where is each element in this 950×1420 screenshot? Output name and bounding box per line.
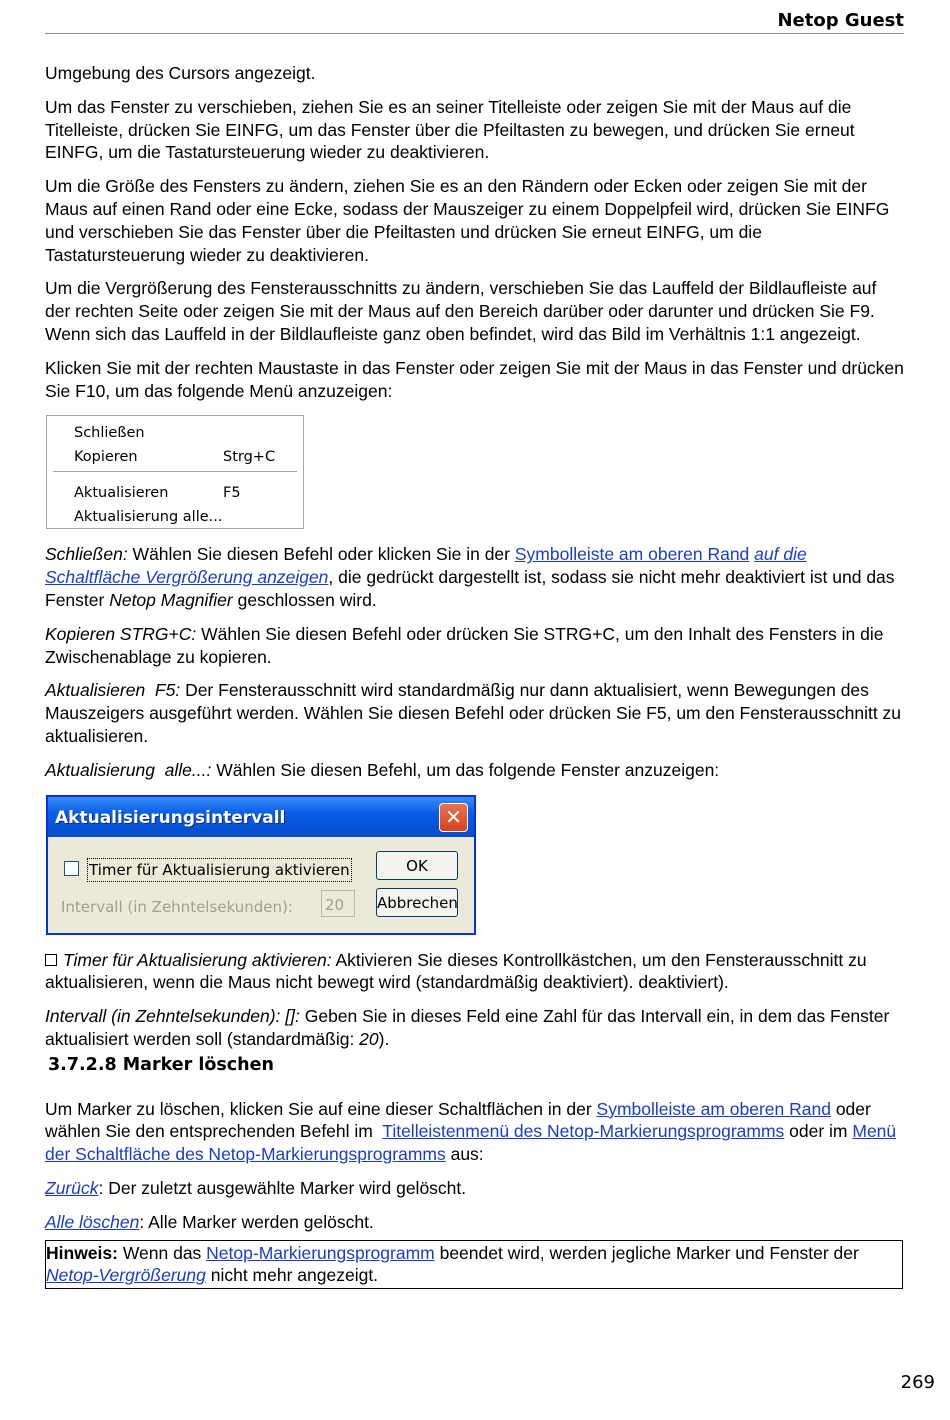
magnifier-link[interactable]: Netop-Vergrößerung [46, 1265, 206, 1286]
text: nicht mehr angezeigt. [205, 1265, 379, 1286]
term: Aktualisierung alle...: [45, 759, 212, 780]
dialog-titlebar[interactable] [48, 797, 474, 837]
note-box [45, 1240, 903, 1290]
interval-label: Intervall (in Zehntelsekunden): [61, 897, 293, 916]
text: oder wählen Sie den entsprechenden Befehl im [45, 1098, 876, 1142]
text: Wählen Sie diesen Befehl, um das folgende Fenster anzuzeigen: [211, 759, 720, 780]
marker-paragraph [45, 1098, 905, 1166]
paragraph: Um die Größe des Fensters zu ändern, ziehen Sie es an den Rändern oder Ecken oder zeigen Sie mit der Maus auf einen Rand oder eine Ecke, sodass der Mauszeiger zu einem Doppelpfeil wird, drücken Sie EINFG und verschieben Sie das Fenster über die Pfeiltasten und drücken Sie erneut EINFG, um die Tastatursteuerung wieder zu deaktivieren. [45, 176, 890, 265]
timer-checkbox[interactable] [64, 861, 79, 876]
back-link[interactable]: Zurück [45, 1177, 99, 1198]
dialog-title: Aktualisierungsintervall [55, 807, 286, 828]
clear-all-link[interactable]: Alle löschen [45, 1211, 140, 1232]
term: Intervall (in Zehntelsekunden): []: [45, 1006, 300, 1027]
refresh-description [45, 679, 905, 747]
paragraph: Um die Vergrößerung des Fensterausschnitts zu ändern, verschieben Sie das Lauffeld der Bildlaufleiste auf der rechten Seite oder zeigen Sie mit der Maus auf den Bereich darüber oder darunter und drücken Sie F9. Wenn sich das Lauffeld in der Bildlaufleiste ganz oben befindet, wird das Bild im Verhältnis 1:1 angezeigt. [45, 278, 877, 344]
text: : Alle Marker werden gelöscht. [139, 1211, 374, 1232]
menu-item-refresh[interactable]: Aktualisieren [74, 485, 169, 502]
text: , die gedrückt dargestellt ist, sodass sie nicht mehr deaktiviert ist und das Fenster [45, 567, 895, 610]
marker-button-menu-link[interactable]: Menü der Schaltfläche des Netop-Markierungsprogramms [45, 1121, 897, 1165]
toolbar-link[interactable]: Symbolleiste am oberen Rand [514, 544, 750, 565]
interval-input[interactable]: 20 [321, 890, 355, 917]
ok-button[interactable]: OK [376, 851, 458, 880]
term: Kopieren STRG+C: [45, 623, 197, 644]
toolbar-link[interactable]: Symbolleiste am oberen Rand [596, 1098, 831, 1119]
text: Wählen Sie diesen Befehl oder drücken Sie STRG+C, um den Inhalt des Fensters in die Zwischenablage zu kopieren. [45, 623, 884, 667]
text: Wenn das [117, 1242, 207, 1263]
header-title: Netop Guest [777, 10, 904, 31]
page-header [45, 8, 904, 34]
term: Timer für Aktualisierung aktivieren: [63, 949, 332, 970]
page-content [45, 62, 905, 1289]
text: Aktivieren Sie dieses Kontrollkästchen, um den Fensterausschnitt zu aktualisieren, wenn die Maus nicht bewegt wird (standardmäßig deaktiviert). deaktiviert). [45, 949, 867, 993]
text: Der Fensterausschnitt wird standardmäßig nur dann aktualisiert, wenn Bewegungen des Mauszeigers ausgeführt werden. Wählen Sie diesen Befehl oder drücken Sie F5, um den Fensterausschnitt zu aktualisieren. [45, 680, 902, 746]
product-name: Netop Magnifier [109, 589, 233, 610]
show-magnifier-link[interactable]: auf die Schaltfläche Vergrößerung anzeigen [45, 544, 807, 588]
menu-item-copy[interactable]: Kopieren [74, 449, 138, 466]
page-number: 269 [900, 1372, 935, 1393]
menu-separator [53, 471, 297, 473]
titlebar-menu-link[interactable]: Titelleistenmenü des Netop-Markierungsprogramms [382, 1121, 785, 1142]
text: : Der zuletzt ausgewählte Marker wird gelöscht. [98, 1177, 467, 1198]
text: Geben Sie in dieses Feld eine Zahl für das Intervall ein, in dem das Fenster aktualisiert werden soll (standardmäßig: [45, 1006, 890, 1049]
menu-shortcut-refresh: F5 [223, 485, 241, 502]
marker-program-link[interactable]: Netop-Markierungsprogramm [206, 1242, 435, 1263]
context-menu-screenshot [46, 415, 304, 529]
menu-item-close[interactable]: Schließen [74, 425, 145, 442]
paragraph: Umgebung des Cursors angezeigt. [45, 63, 316, 83]
menu-item-refresh-all[interactable]: Aktualisierung alle... [74, 509, 223, 526]
copy-description [45, 623, 905, 669]
default-value: 20 [359, 1028, 379, 1049]
text: Um Marker zu löschen, klicken Sie auf eine dieser Schaltflächen in der [45, 1098, 597, 1119]
back-item [45, 1177, 905, 1200]
term: Schließen: [45, 544, 128, 565]
paragraph: Klicken Sie mit der rechten Maustaste in das Fenster oder zeigen Sie mit der Maus in das Fenster und drücken Sie F10, um das folgende Menü anzuzeigen: [45, 357, 904, 401]
interval-description [45, 1005, 905, 1051]
close-icon[interactable]: ✕ [439, 803, 468, 832]
section-heading: 3.7.2.8 Marker löschen [48, 1054, 274, 1075]
text: Wählen Sie diesen Befehl oder klicken Sie in der [127, 544, 515, 565]
text: beendet wird, werden jegliche Marker und Fenster der [434, 1242, 859, 1263]
timer-description [45, 949, 905, 995]
term: Aktualisieren F5: [45, 680, 181, 701]
cancel-button[interactable]: Abbrechen [376, 888, 458, 917]
checkbox-icon [45, 954, 57, 966]
menu-shortcut-copy: Strg+C [223, 449, 276, 466]
clear-item [45, 1211, 905, 1234]
refresh-interval-dialog [46, 795, 476, 935]
paragraph: Um das Fenster zu verschieben, ziehen Sie es an seiner Titelleiste oder zeigen Sie mit der Maus auf die Titelleiste, drücken Sie EINFG, um das Fenster über die Pfeiltasten zu bewegen, und drücken Sie erneut EINFG, um die Tastatursteuerung wieder zu deaktivieren. [45, 96, 855, 163]
text: geschlossen wird. [232, 589, 377, 610]
text: ). [378, 1028, 390, 1049]
text: aus: [445, 1144, 484, 1165]
note-label: Hinweis: [46, 1242, 118, 1263]
timer-checkbox-label[interactable]: Timer für Aktualisierung aktivieren [88, 859, 351, 882]
close-description [45, 543, 905, 611]
refresh-all-description [45, 759, 905, 782]
text: oder im [784, 1121, 853, 1142]
